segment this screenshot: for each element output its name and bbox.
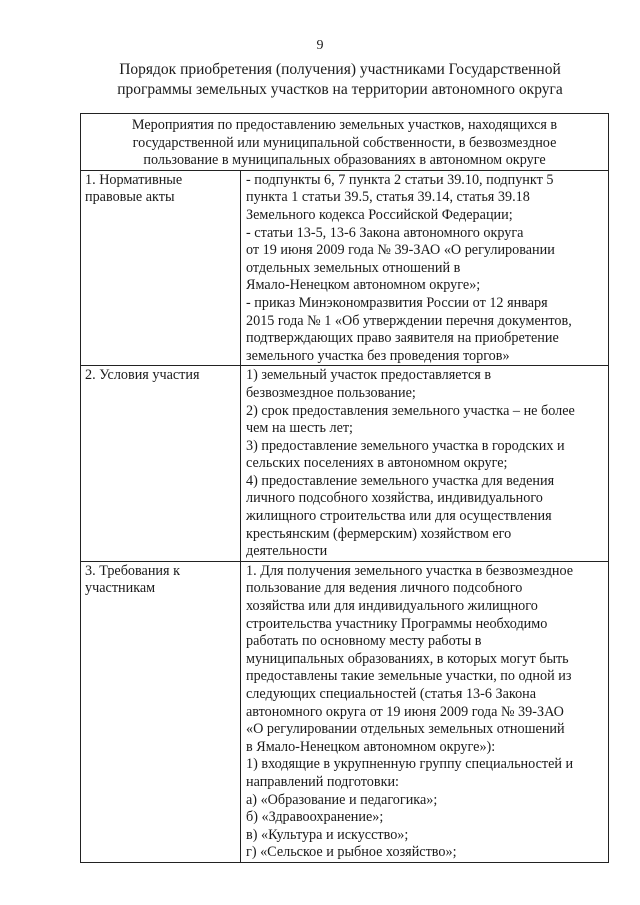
row-content-line: б) «Здравоохранение»; (246, 809, 384, 826)
row-content-line: земельного участка без проведения торгов» (246, 347, 510, 364)
row-content-line: предоставлены такие земельные участки, по одной из (246, 668, 572, 685)
row-content-line: 2015 года № 1 «Об утверждении перечня документов, (246, 312, 572, 329)
row-content-line: крестьянским (фермерским) хозяйством его (246, 525, 512, 542)
row-content-line: - статьи 13-5, 13-6 Закона автономного округа (246, 224, 524, 241)
row-content-line: г) «Сельское и рыбное хозяйство»; (246, 844, 457, 861)
row-content-line: личного подсобного хозяйства, индивидуального (246, 490, 543, 507)
row-label-cell (81, 170, 241, 366)
row-label-cell (81, 561, 241, 862)
row-content-line: 1) входящие в укрупненную группу специальностей и (246, 756, 574, 773)
row-label-cell (81, 366, 241, 562)
row-content-line: безвозмездное пользование; (246, 384, 416, 401)
table-row-conditions (81, 366, 609, 562)
row-content-line: - подпункты 6, 7 пункта 2 статьи 39.10, подпункт 5 (246, 171, 554, 188)
title-line: Порядок приобретения (получения) участниками Государственной (119, 61, 561, 78)
row-content-line: 1. Для получения земельного участка в безвозмездное (246, 562, 574, 579)
row-label-line: участникам (85, 580, 156, 597)
row-content-line: а) «Образование и педагогика»; (246, 791, 438, 808)
page-number: 9 (316, 38, 324, 53)
row-label-line: правовые акты (85, 189, 175, 206)
row-label-line: 2. Условия участия (85, 367, 200, 384)
row-content-line: 3) предоставление земельного участка в городских и (246, 437, 565, 454)
header-line: государственной или муниципальной собственности, в безвозмездное (132, 134, 557, 151)
table-row-legal-acts (81, 170, 609, 366)
table-header-cell (81, 114, 609, 171)
row-content-line: деятельности (246, 543, 328, 560)
row-content-line: от 19 июня 2009 года № 39-ЗАО «О регулировании (246, 242, 555, 259)
row-content-line: Ямало-Ненецком автономном округе»; (246, 277, 481, 294)
measures-table (80, 113, 609, 863)
row-content-line: Земельного кодекса Российской Федерации; (246, 206, 513, 223)
table-header-row (81, 114, 609, 171)
row-content-line: автономного округа от 19 июня 2009 года № 39-ЗАО (246, 703, 564, 720)
row-content-line: сельских поселениях в автономном округе; (246, 455, 508, 472)
row-content-line: подтверждающих право заявителя на приобретение (246, 330, 559, 347)
document-title (95, 60, 585, 100)
row-content-line: в Ямало-Ненецком автономном округе»): (246, 738, 496, 755)
row-content-line: чем на шесть лет; (246, 420, 354, 437)
row-content-line: 2) срок предоставления земельного участка – не более (246, 402, 575, 419)
row-content-line: «О регулировании отдельных земельных отношений (246, 721, 565, 738)
row-content-cell (241, 170, 609, 366)
row-content-line: работать по основному месту работы в (246, 633, 482, 650)
row-content-cell (241, 561, 609, 862)
row-content-line: направлений подготовки: (246, 773, 399, 790)
row-content-line: пользование для ведения личного подсобного (246, 580, 523, 597)
row-content-line: - приказ Минэкономразвития России от 12 января (246, 294, 548, 311)
row-content-cell (241, 366, 609, 562)
row-content-line: 1) земельный участок предоставляется в (246, 367, 492, 384)
row-content-line: пункта 1 статьи 39.5, статья 39.14, статья 39.18 (246, 189, 530, 206)
row-content-line: жилищного строительства или для осуществления (246, 508, 552, 525)
row-content-line: отдельных земельных отношений в (246, 259, 461, 276)
title-line: программы земельных участков на территории автономного округа (117, 81, 563, 98)
row-content-line: строительства участнику Программы необходимо (246, 615, 548, 632)
row-content-line: муниципальных образованиях, в которых могут быть (246, 650, 569, 667)
header-line: Мероприятия по предоставлению земельных участков, находящихся в (131, 117, 558, 133)
row-label-line: 3. Требования к (85, 562, 180, 579)
row-content-line: следующих специальностей (статья 13-6 Закона (246, 686, 537, 702)
table-row-requirements (81, 561, 609, 862)
row-content-line: 4) предоставление земельного участка для ведения (246, 472, 555, 489)
row-content-line: в) «Культура и искусство»; (246, 826, 409, 843)
header-line: пользование в муниципальных образованиях в автономном округе (143, 152, 546, 169)
row-label-line: 1. Нормативные (85, 171, 183, 188)
row-content-line: хозяйства или для индивидуального жилищного (246, 598, 538, 615)
